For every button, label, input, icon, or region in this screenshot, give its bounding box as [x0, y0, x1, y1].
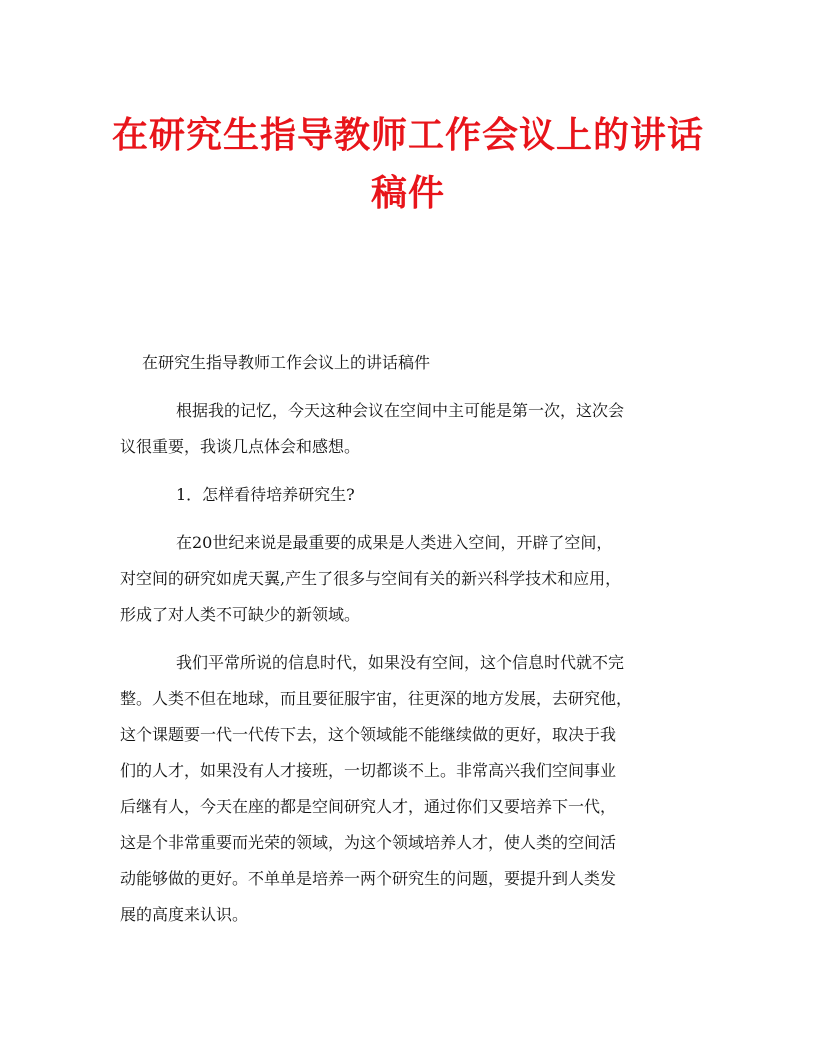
- paragraph-2: [120, 477, 700, 513]
- subtitle-line: 在研究生指导教师工作会议上的讲话稿件: [142, 353, 431, 372]
- paragraph-line: 在20世纪来说是最重要的成果是人类进入空间，开辟了空间，: [176, 533, 613, 552]
- paragraph-line: 议很重要，我谈几点体会和感想。: [120, 437, 361, 456]
- paragraph-line: 们的人才，如果没有人才接班，一切都谈不上。非常高兴我们空间事业: [120, 761, 617, 780]
- title-line-2: 稿件: [370, 172, 445, 214]
- document-title: [100, 106, 716, 222]
- document-body: [120, 345, 700, 933]
- paragraph-3: [120, 525, 700, 633]
- paragraph-line: 整。人类不但在地球，而且要征服宇宙，往更深的地方发展，去研究他，: [120, 689, 633, 708]
- paragraph-line: 后继有人，今天在座的都是空间研究人才，通过你们又要培养下一代，: [120, 797, 617, 816]
- paragraph-line: 我们平常所说的信息时代，如果没有空间，这个信息时代就不完: [176, 653, 625, 672]
- subtitle-paragraph: [120, 345, 700, 381]
- paragraph-line: 这个课题要一代一代传下去，这个领域能不能继续做的更好，取决于我: [120, 725, 617, 744]
- paragraph-4: [120, 645, 700, 933]
- paragraph-line: 动能够做的更好。不单单是培养一两个研究生的问题，要提升到人类发: [120, 869, 617, 888]
- title-line-1: 在研究生指导教师工作会议上的讲话: [111, 114, 704, 156]
- paragraph-line: 形成了对人类不可缺少的新领域。: [120, 605, 361, 624]
- paragraph-line: 根据我的记忆，今天这种会议在空间中主可能是第一次，这次会: [176, 401, 625, 420]
- paragraph-line: 对空间的研究如虎天翼,产生了很多与空间有关的新兴科学技术和应用，: [120, 569, 622, 588]
- paragraph-1: [120, 393, 700, 465]
- section-heading: 1．怎样看待培养研究生?: [176, 485, 355, 504]
- paragraph-line: 这是个非常重要而光荣的领域，为这个领域培养人才，使人类的空间活: [120, 833, 617, 852]
- paragraph-line: 展的高度来认识。: [120, 905, 249, 924]
